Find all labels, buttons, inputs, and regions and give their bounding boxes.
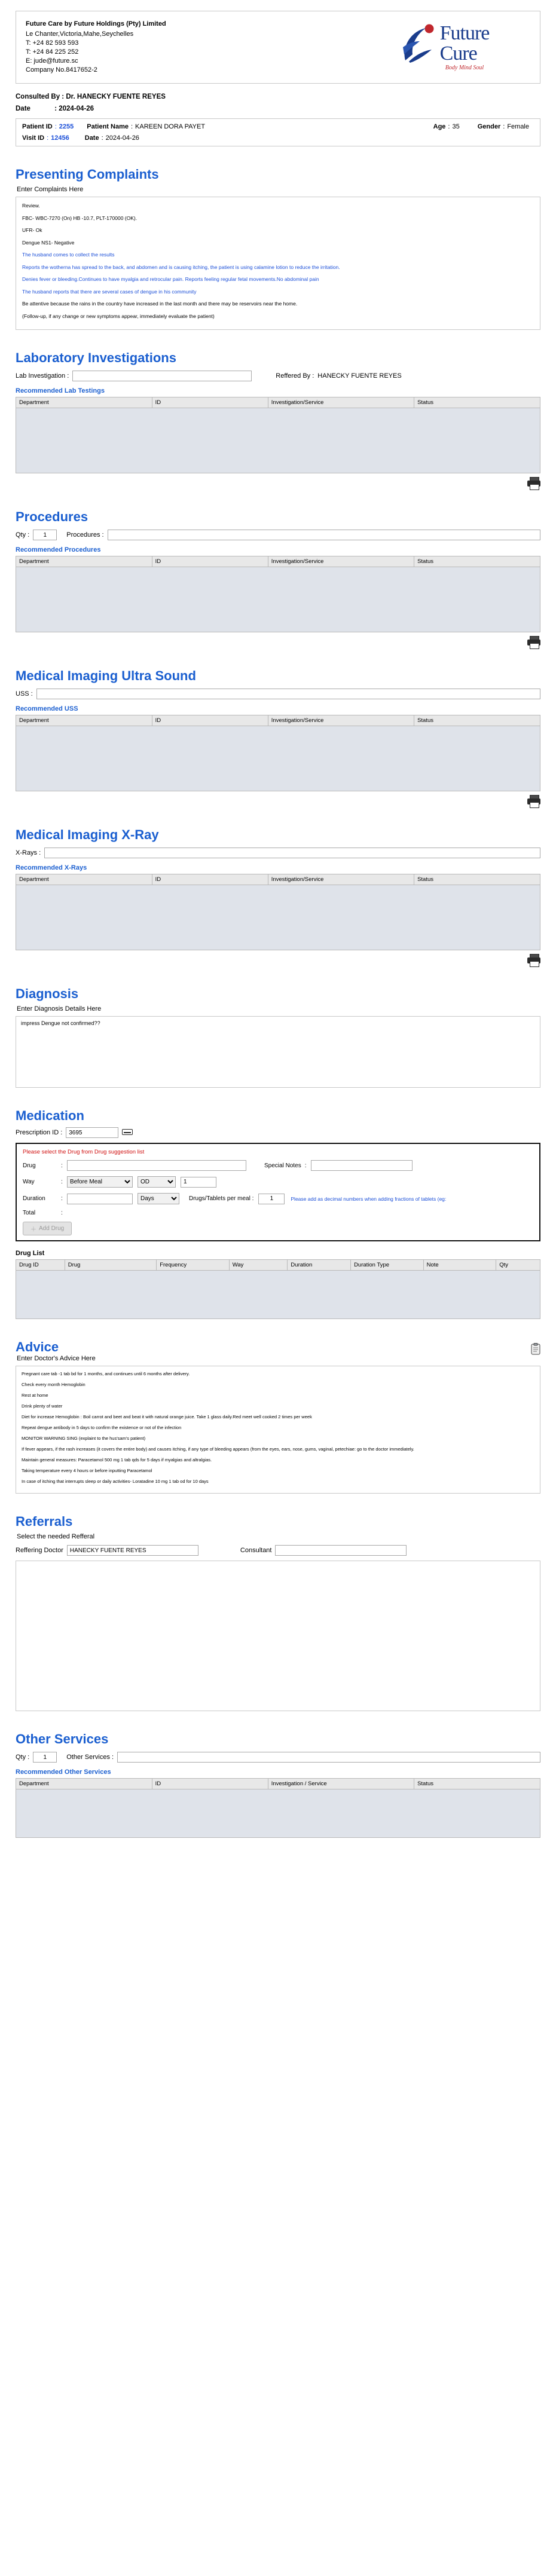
xray-col-id: ID bbox=[152, 874, 268, 885]
consult-date-value: 2024-04-26 bbox=[59, 105, 94, 112]
patient-gender-colon: : bbox=[503, 123, 505, 130]
advice-line-1: Pregnant care tab -1 tab bd for 1 months, and continues until 6 months after delivery. bbox=[22, 1371, 190, 1376]
procedures-table-header-row bbox=[16, 556, 540, 567]
medication-duration-input[interactable] bbox=[67, 1194, 133, 1204]
complaints-line-3: UFR- Ok bbox=[22, 227, 42, 233]
patient-info-row-2 bbox=[16, 134, 540, 146]
advice-subtitle: Enter Doctor's Advice Here bbox=[17, 1355, 96, 1362]
lab-col-status: Status bbox=[414, 397, 540, 408]
xray-table-body[interactable] bbox=[16, 885, 540, 950]
patient-id-label: Patient ID bbox=[22, 123, 53, 130]
advice-line-3: Rest at home bbox=[22, 1393, 48, 1398]
procedures-col-status: Status bbox=[414, 556, 540, 567]
patient-gender-value: Female bbox=[507, 123, 529, 130]
add-drug-icon: ＋ bbox=[30, 1226, 36, 1233]
patient-name-colon: : bbox=[130, 123, 133, 130]
prescription-id-row bbox=[16, 1127, 540, 1138]
other-services-label: Other Services : bbox=[66, 1754, 114, 1761]
medication-total-row: Total : bbox=[23, 1210, 63, 1216]
other-table-header-row bbox=[16, 1779, 540, 1789]
drug-list-table bbox=[16, 1259, 540, 1271]
xray-print-row bbox=[16, 954, 540, 966]
consult-date-colon: : bbox=[54, 105, 57, 112]
lab-table-header-row bbox=[16, 397, 540, 408]
lab-referred-by-label: Reffered By : bbox=[276, 372, 314, 380]
clipboard-icon[interactable] bbox=[531, 1343, 540, 1355]
patient-age-label: Age bbox=[433, 123, 446, 130]
prescription-id-input[interactable]: 3695 bbox=[66, 1127, 118, 1138]
other-services-table-body[interactable] bbox=[16, 1789, 540, 1838]
other-recommended-label: Recommended Other Services bbox=[16, 1769, 111, 1776]
uss-print-row bbox=[16, 795, 540, 807]
procedures-row bbox=[16, 530, 540, 540]
complaints-line-2: FBC- WBC-7270 (On) HB -10.7, PLT-170000 (OK). bbox=[22, 215, 138, 221]
medication-warning-text: Please select the Drug from Drug suggestion list bbox=[23, 1149, 145, 1155]
complaints-line-7: Denies fever or bleeding.Continues to have myalgia and retrocular pain. Reports feeling regular fetal movements.No abdominal pain bbox=[22, 276, 319, 282]
medication-special-notes-input[interactable] bbox=[311, 1160, 413, 1171]
medication-drug-input[interactable] bbox=[67, 1160, 246, 1171]
drug-col-qty: Qty bbox=[496, 1260, 540, 1271]
other-qty-input[interactable]: 1 bbox=[33, 1752, 57, 1763]
xray-label: X-Rays : bbox=[16, 849, 41, 856]
medication-per-meal-label: Drugs/Tablets per meal : bbox=[189, 1195, 254, 1202]
medication-frequency-select[interactable] bbox=[138, 1176, 176, 1188]
uss-recommended-label: Recommended USS bbox=[16, 705, 78, 712]
complaints-subtitle: Enter Complaints Here bbox=[17, 186, 84, 193]
lab-col-service: Investigation/Service bbox=[268, 397, 414, 408]
procedures-recommended-label: Recommended Procedures bbox=[16, 546, 101, 553]
logo-text-cure: Cure bbox=[439, 42, 477, 65]
uss-table-body[interactable] bbox=[16, 726, 540, 791]
patient-name-label: Patient Name bbox=[87, 123, 129, 130]
advice-line-5: Diet for increase Hemoglobin : Boil carrot and beet and beat it with natural orange juice. Take 1 glass daily.Red meet well cooked 2 times per week bbox=[22, 1414, 312, 1419]
procedures-label: Procedures : bbox=[66, 531, 104, 539]
section-title-xray: Medical Imaging X-Ray bbox=[16, 827, 159, 842]
consulted-by-value: Dr. HANECKY FUENTE REYES bbox=[66, 93, 166, 100]
consultant-input[interactable] bbox=[275, 1545, 407, 1556]
patient-id-value: 2255 bbox=[59, 123, 74, 130]
consult-date-label: Date bbox=[16, 105, 30, 112]
logo-mark-icon bbox=[399, 23, 436, 64]
other-services-table bbox=[16, 1778, 540, 1789]
consulted-by-row bbox=[16, 93, 540, 100]
xray-row bbox=[16, 848, 540, 858]
clinic-tel2: T: +24 84 225 252 bbox=[26, 48, 79, 56]
uss-table-header-row bbox=[16, 715, 540, 726]
section-title-advice: Advice bbox=[16, 1339, 59, 1354]
referring-doctor-label: Reffering Doctor bbox=[16, 1547, 63, 1554]
complaints-line-6: Reports the wotherna has spread to the back, and abdomen and is causing itching, the patient is using calamine lotion to reduce the irritation. bbox=[22, 264, 340, 270]
procedures-qty-input[interactable]: 1 bbox=[33, 530, 57, 540]
medication-duration-unit-select[interactable] bbox=[138, 1193, 179, 1204]
patient-id-colon: : bbox=[54, 123, 57, 130]
patient-gender-label: Gender bbox=[477, 123, 501, 130]
referrals-list-area[interactable] bbox=[16, 1561, 540, 1711]
section-title-diagnosis: Diagnosis bbox=[16, 986, 79, 1001]
referrals-subtitle: Select the needed Refferal bbox=[17, 1533, 95, 1540]
section-title-other-services: Other Services bbox=[16, 1731, 109, 1746]
uss-col-department: Department bbox=[16, 715, 152, 726]
complaints-line-9: Be attentive because the rains in the country have increased in the last month and there may be reservoirs near the home. bbox=[22, 301, 298, 307]
other-services-row bbox=[16, 1752, 540, 1763]
other-col-service: Investigation / Service bbox=[268, 1779, 414, 1789]
other-col-status: Status bbox=[414, 1779, 540, 1789]
diagnosis-textarea[interactable]: impress Dengue not confirmed?? bbox=[16, 1016, 540, 1088]
section-title-procedures: Procedures bbox=[16, 509, 88, 524]
xray-table bbox=[16, 874, 540, 885]
section-title-complaints: Presenting Complaints bbox=[16, 167, 159, 182]
uss-col-service: Investigation/Service bbox=[268, 715, 414, 726]
uss-table bbox=[16, 715, 540, 726]
section-title-uss: Medical Imaging Ultra Sound bbox=[16, 668, 196, 683]
visit-date-colon: : bbox=[101, 134, 103, 142]
advice-line-10: Taking temperature every 4 hours or before inputting Paracetamol bbox=[22, 1468, 152, 1473]
clinic-address: Le Chanter,Victoria,Mahe,Seychelles bbox=[26, 30, 134, 38]
visit-id-colon: : bbox=[47, 134, 49, 142]
patient-name-value: KAREEN DORA PAYET bbox=[135, 123, 206, 130]
lab-results-table bbox=[16, 397, 540, 408]
medication-decimal-note: Please add as decimal numbers when adding fractions of tablets (eg: bbox=[291, 1195, 447, 1202]
visit-id-label: Visit ID bbox=[22, 134, 45, 142]
medication-way-select[interactable] bbox=[67, 1176, 133, 1188]
lab-investigation-row bbox=[16, 371, 540, 381]
uss-row bbox=[16, 689, 540, 699]
complaints-line-8: The husband reports that there are several cases of dengue in his community bbox=[22, 288, 197, 295]
medication-special-notes-label: Special Notes bbox=[264, 1162, 301, 1169]
advice-line-8: If fever appears, if the rash increases (it covers the entire body) and causes itching, if any type of bleeding appears (from the eyes, ears, nose, gums, vaginal, petechiae: go to the doctor immediately. bbox=[22, 1446, 414, 1452]
printer-icon[interactable] bbox=[527, 795, 540, 807]
medication-drug-row: Drug : Special Notes : bbox=[23, 1160, 533, 1171]
medication-way-label: Way bbox=[23, 1179, 35, 1185]
drug-list-body[interactable] bbox=[16, 1271, 540, 1319]
medication-per-meal-input[interactable]: 1 bbox=[258, 1194, 285, 1204]
xray-input[interactable] bbox=[44, 848, 540, 858]
lab-table-body[interactable] bbox=[16, 408, 540, 473]
logo-tagline: Body Mind Soul bbox=[445, 65, 484, 71]
complaints-line-5: The husband comes to collect the results bbox=[22, 252, 115, 258]
patient-info-row-1 bbox=[16, 119, 540, 134]
medication-drug-label: Drug bbox=[23, 1162, 36, 1169]
lab-investigation-label: Lab Investigation : bbox=[16, 372, 69, 380]
medication-duration-label: Duration bbox=[23, 1195, 45, 1202]
advice-line-9: Maintain general measures: Paracetamol 500 mg 1 tab qds for 5 days if myalgias and altralgias. bbox=[22, 1457, 212, 1463]
advice-line-2: Check every month Hemoglobin bbox=[22, 1382, 85, 1387]
xray-col-status: Status bbox=[414, 874, 540, 885]
advice-line-6: Repeat dengue antibody in 5 days to confirm the existence or not of the infection bbox=[22, 1425, 182, 1430]
drug-col-duration-type: Duration Type bbox=[351, 1260, 424, 1271]
uss-label: USS : bbox=[16, 690, 33, 697]
complaints-textarea[interactable] bbox=[16, 197, 540, 330]
consult-date-row bbox=[16, 105, 540, 112]
medication-way-qty-input[interactable]: 1 bbox=[181, 1177, 216, 1188]
lab-recommended-label: Recommended Lab Testings bbox=[16, 387, 105, 394]
complaints-line-1: Review. bbox=[22, 203, 40, 209]
clinic-email: E: jude@future.sc bbox=[26, 57, 78, 65]
drug-col-note: Note bbox=[423, 1260, 496, 1271]
clinic-company-no: Company No.8417652-2 bbox=[26, 66, 97, 74]
patient-age-colon: : bbox=[448, 123, 450, 130]
scanner-icon[interactable] bbox=[122, 1128, 133, 1137]
clinic-header bbox=[16, 11, 540, 84]
logo-text-future: Future bbox=[439, 22, 490, 44]
section-title-medication: Medication bbox=[16, 1108, 84, 1123]
visit-id-value: 12456 bbox=[51, 134, 69, 142]
add-drug-button[interactable] bbox=[23, 1222, 72, 1235]
procedures-table-body[interactable] bbox=[16, 567, 540, 632]
printer-icon[interactable] bbox=[527, 954, 540, 966]
drug-col-frequency: Frequency bbox=[157, 1260, 230, 1271]
advice-line-4: Drink plenty of water bbox=[22, 1403, 63, 1409]
lab-referred-by-value: HANECKY FUENTE REYES bbox=[317, 372, 402, 380]
consultant-label: Consultant bbox=[240, 1547, 272, 1554]
add-drug-label: Add Drug bbox=[39, 1225, 65, 1232]
referrals-row bbox=[16, 1545, 540, 1556]
lab-investigation-input[interactable] bbox=[72, 371, 252, 381]
complaints-line-4: Dengue NS1- Negative bbox=[22, 239, 75, 246]
other-qty-label: Qty : bbox=[16, 1754, 30, 1761]
lab-print-row bbox=[16, 477, 540, 489]
printer-icon[interactable] bbox=[527, 636, 540, 648]
xray-recommended-label: Recommended X-Rays bbox=[16, 864, 87, 871]
uss-input[interactable] bbox=[36, 689, 540, 699]
consulted-by-label: Consulted By : bbox=[16, 93, 65, 100]
uss-col-id: ID bbox=[152, 715, 268, 726]
drug-col-id: Drug ID bbox=[16, 1260, 65, 1271]
referring-doctor-input[interactable]: HANECKY FUENTE REYES bbox=[67, 1545, 198, 1556]
procedures-col-service: Investigation/Service bbox=[268, 556, 414, 567]
xray-col-service: Investigation/Service bbox=[268, 874, 414, 885]
prescription-id-label: Prescription ID : bbox=[16, 1129, 63, 1136]
clinic-details bbox=[16, 11, 349, 83]
uss-col-status: Status bbox=[414, 715, 540, 726]
drug-col-duration: Duration bbox=[288, 1260, 351, 1271]
advice-textarea[interactable] bbox=[16, 1366, 540, 1494]
procedures-table bbox=[16, 556, 540, 567]
other-col-id: ID bbox=[152, 1779, 268, 1789]
clinic-logo bbox=[349, 11, 540, 83]
xray-col-department: Department bbox=[16, 874, 152, 885]
drug-list-header-row bbox=[16, 1260, 540, 1271]
visit-date-label: Date bbox=[84, 134, 99, 142]
advice-line-11: In case of itching that interrupts sleep or daily activities- Loratadine 10 mg 1 tab od for 10 days bbox=[22, 1479, 209, 1484]
procedures-print-row bbox=[16, 636, 540, 648]
other-col-department: Department bbox=[16, 1779, 152, 1789]
medication-way-row: Way : Before Meal OD 1 bbox=[23, 1176, 533, 1188]
section-title-lab: Laboratory Investigations bbox=[16, 350, 176, 365]
clinic-tel1: T: +24 82 593 593 bbox=[26, 39, 79, 47]
drug-col-drug: Drug bbox=[65, 1260, 156, 1271]
complaints-line-10: (Follow-up, if any change or new symptoms appear, immediately evaluate the patient) bbox=[22, 313, 215, 319]
medication-duration-row: Duration : Days Drugs/Tablets per meal : 1 Please add as decimal numbers when adding fractions of tablets (eg: bbox=[23, 1193, 533, 1204]
medication-total-label: Total bbox=[23, 1210, 36, 1216]
other-services-input[interactable] bbox=[117, 1752, 540, 1763]
lab-col-department: Department bbox=[16, 397, 152, 408]
patient-age-value: 35 bbox=[452, 123, 460, 130]
procedures-qty-label: Qty : bbox=[16, 531, 30, 539]
patient-info-box bbox=[16, 118, 540, 146]
lab-col-id: ID bbox=[152, 397, 268, 408]
advice-line-7: MONITOR WARNING SING (explaint to the hus'sam's patient) bbox=[22, 1436, 146, 1441]
medication-entry-panel bbox=[16, 1143, 540, 1241]
clinic-name: Future Care by Future Holdings (Pty) Limited bbox=[26, 20, 166, 27]
procedures-col-department: Department bbox=[16, 556, 152, 567]
visit-date-value: 2024-04-26 bbox=[105, 134, 139, 142]
procedures-input[interactable] bbox=[108, 530, 540, 540]
xray-table-header-row bbox=[16, 874, 540, 885]
printer-icon[interactable] bbox=[527, 477, 540, 489]
procedures-col-id: ID bbox=[152, 556, 268, 567]
section-title-referrals: Referrals bbox=[16, 1514, 73, 1529]
diagnosis-subtitle: Enter Diagnosis Details Here bbox=[17, 1005, 102, 1012]
drug-col-way: Way bbox=[229, 1260, 288, 1271]
drug-list-label: Drug List bbox=[16, 1250, 45, 1257]
